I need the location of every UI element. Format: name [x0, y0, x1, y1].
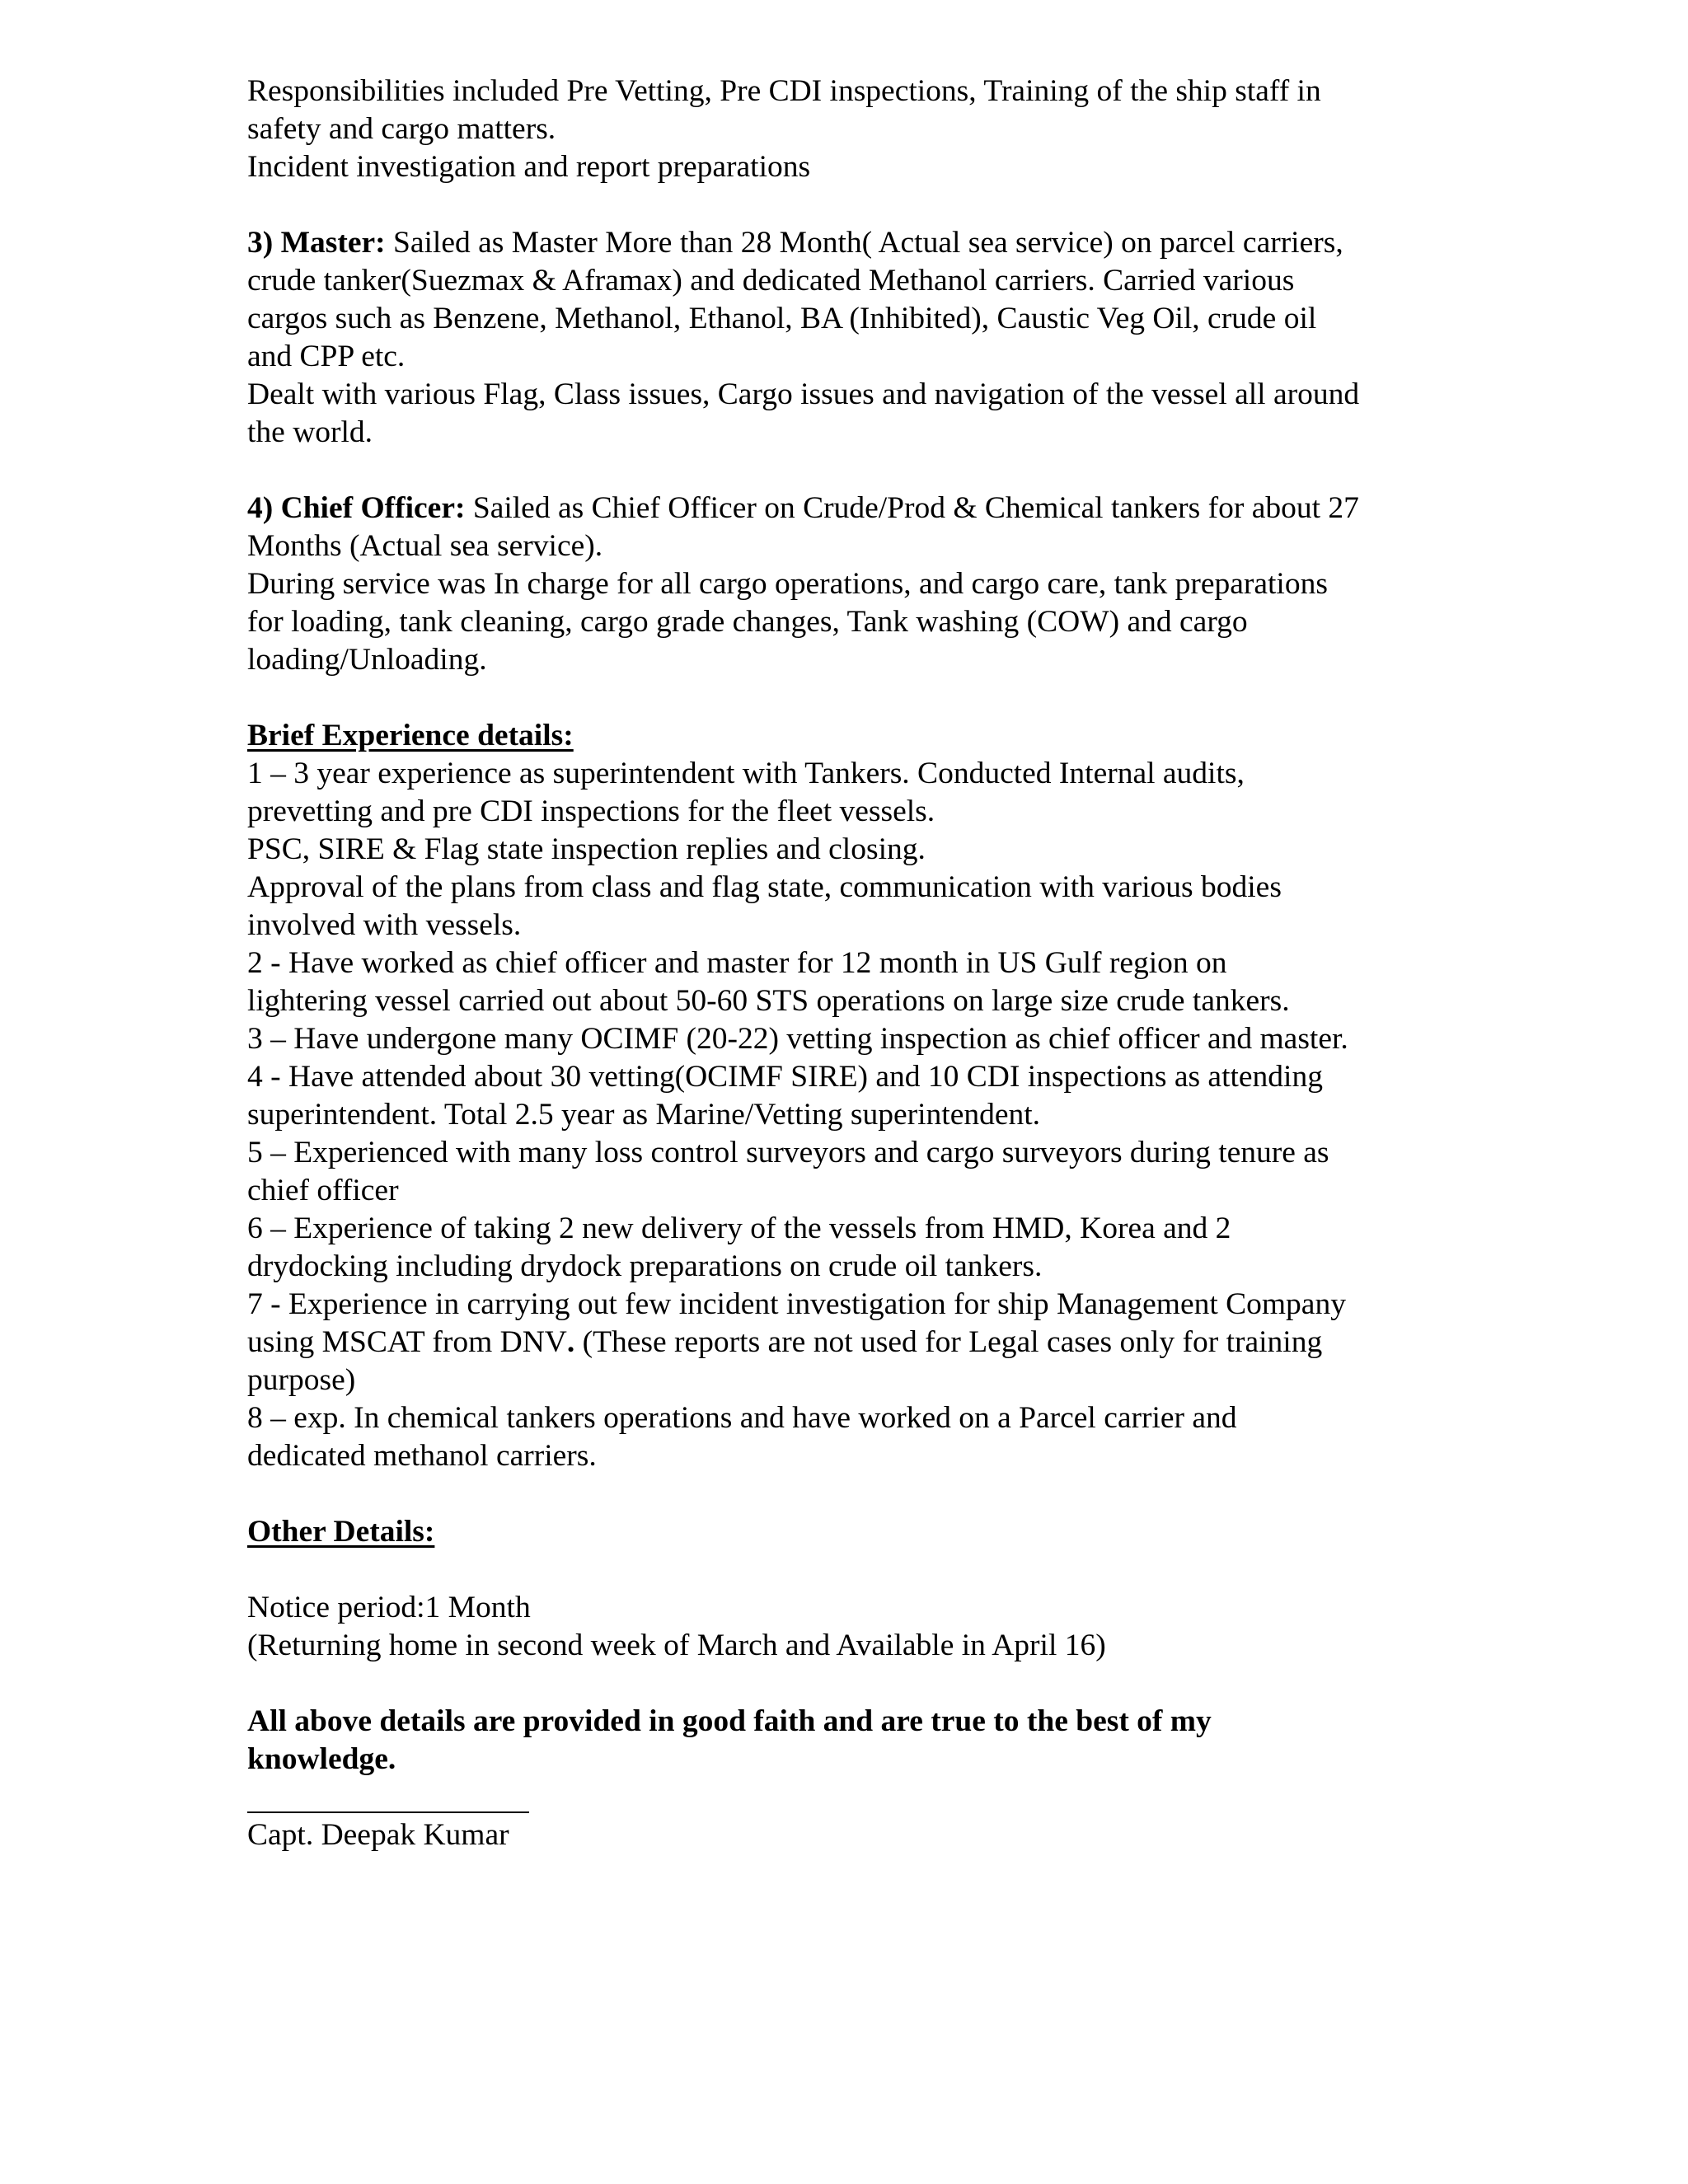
chief-officer-first-line-text: Sailed as Chief Officer on Crude/Prod & Chemical tankers for about 27 — [465, 491, 1359, 525]
experience-line: 1 – 3 year experience as superintendent with Tankers. Conducted Internal audits, — [247, 757, 1245, 790]
experience-line: drydocking including drydock preparations on crude oil tankers. — [247, 1249, 1043, 1283]
experience-line: Approval of the plans from class and flag state, communication with various bodies — [247, 870, 1282, 904]
master-section — [247, 224, 1451, 452]
experience-line: 2 - Have worked as chief officer and master for 12 month in US Gulf region on — [247, 946, 1227, 980]
brief-experience-section — [247, 717, 1451, 1475]
master-line: the world. — [247, 415, 373, 449]
other-details-section — [247, 1513, 1451, 1665]
signature-line — [247, 1811, 529, 1813]
experience-line: 3 – Have undergone many OCIMF (20-22) vetting inspection as chief officer and master. — [247, 1022, 1348, 1056]
experience-line: 6 – Experience of taking 2 new delivery of the vessels from HMD, Korea and 2 — [247, 1212, 1231, 1245]
master-line: and CPP etc. — [247, 340, 406, 373]
signatory-name: Capt. Deepak Kumar — [247, 1818, 509, 1852]
paragraph-gap — [247, 1475, 1451, 1513]
paragraph-gap — [247, 1551, 1451, 1589]
experience-text: using MSCAT from DNV — [247, 1325, 567, 1359]
experience-line: purpose) — [247, 1363, 356, 1397]
intro-line: safety and cargo matters. — [247, 112, 556, 146]
paragraph-gap — [247, 1665, 1451, 1703]
other-details-heading: Other Details: — [247, 1515, 435, 1549]
experience-line: prevetting and pre CDI inspections for the fleet vessels. — [247, 794, 935, 828]
master-first-line — [247, 224, 1451, 262]
experience-line: involved with vessels. — [247, 908, 522, 942]
experience-line: PSC, SIRE & Flag state inspection replies and closing. — [247, 832, 926, 866]
experience-line: 5 – Experienced with many loss control surveyors and cargo surveyors during tenure as — [247, 1136, 1329, 1169]
paragraph-gap — [247, 452, 1451, 490]
intro-line: Incident investigation and report preparations — [247, 150, 811, 184]
chief-officer-first-line — [247, 490, 1451, 527]
master-first-line-text: Sailed as Master More than 28 Month( Actual sea service) on parcel carriers, — [385, 226, 1343, 260]
chief-officer-line: Months (Actual sea service). — [247, 529, 603, 563]
experience-line: chief officer — [247, 1174, 399, 1207]
declaration-line: knowledge. — [247, 1742, 396, 1776]
availability-note: (Returning home in second week of March and Available in April 16) — [247, 1629, 1106, 1662]
experience-line: 7 - Experience in carrying out few incident investigation for ship Management Company — [247, 1287, 1346, 1321]
experience-line: 4 - Have attended about 30 vetting(OCIMF SIRE) and 10 CDI inspections as attending — [247, 1060, 1323, 1094]
chief-officer-section — [247, 490, 1451, 679]
declaration — [247, 1703, 1451, 1779]
master-line: crude tanker(Suezmax & Aframax) and dedicated Methanol carriers. Carried various — [247, 264, 1295, 298]
experience-line: superintendent. Total 2.5 year as Marine/Vetting superintendent. — [247, 1098, 1041, 1132]
master-line: Dealt with various Flag, Class issues, Cargo issues and navigation of the vessel all around — [247, 377, 1360, 411]
notice-period: Notice period:1 Month — [247, 1591, 531, 1624]
signature-block — [247, 1811, 1451, 1854]
experience-line: lightering vessel carried out about 50-60 STS operations on large size crude tankers. — [247, 984, 1290, 1018]
experience-bold-period: . — [566, 1325, 575, 1359]
experience-text: (These reports are not used for Legal cases only for training — [574, 1325, 1323, 1359]
brief-experience-heading: Brief Experience details: — [247, 719, 574, 752]
master-line: cargos such as Benzene, Methanol, Ethanol, BA (Inhibited), Caustic Veg Oil, crude oil — [247, 302, 1317, 335]
paragraph-gap — [247, 679, 1451, 717]
paragraph-gap — [247, 186, 1451, 224]
intro-line: Responsibilities included Pre Vetting, Pre CDI inspections, Training of the ship staff in — [247, 74, 1321, 108]
experience-line: dedicated methanol carriers. — [247, 1439, 597, 1473]
master-label: 3) Master: — [247, 226, 386, 260]
chief-officer-line: for loading, tank cleaning, cargo grade changes, Tank washing (COW) and cargo — [247, 605, 1248, 639]
intro-paragraph — [247, 73, 1451, 186]
experience-line: 8 – exp. In chemical tankers operations and have worked on a Parcel carrier and — [247, 1401, 1237, 1435]
declaration-line: All above details are provided in good faith and are true to the best of my — [247, 1704, 1212, 1738]
chief-officer-label: 4) Chief Officer: — [247, 491, 466, 525]
experience-line — [247, 1324, 1451, 1361]
chief-officer-line: loading/Unloading. — [247, 643, 487, 677]
document-page — [247, 73, 1451, 1854]
chief-officer-line: During service was In charge for all cargo operations, and cargo care, tank preparations — [247, 567, 1328, 601]
